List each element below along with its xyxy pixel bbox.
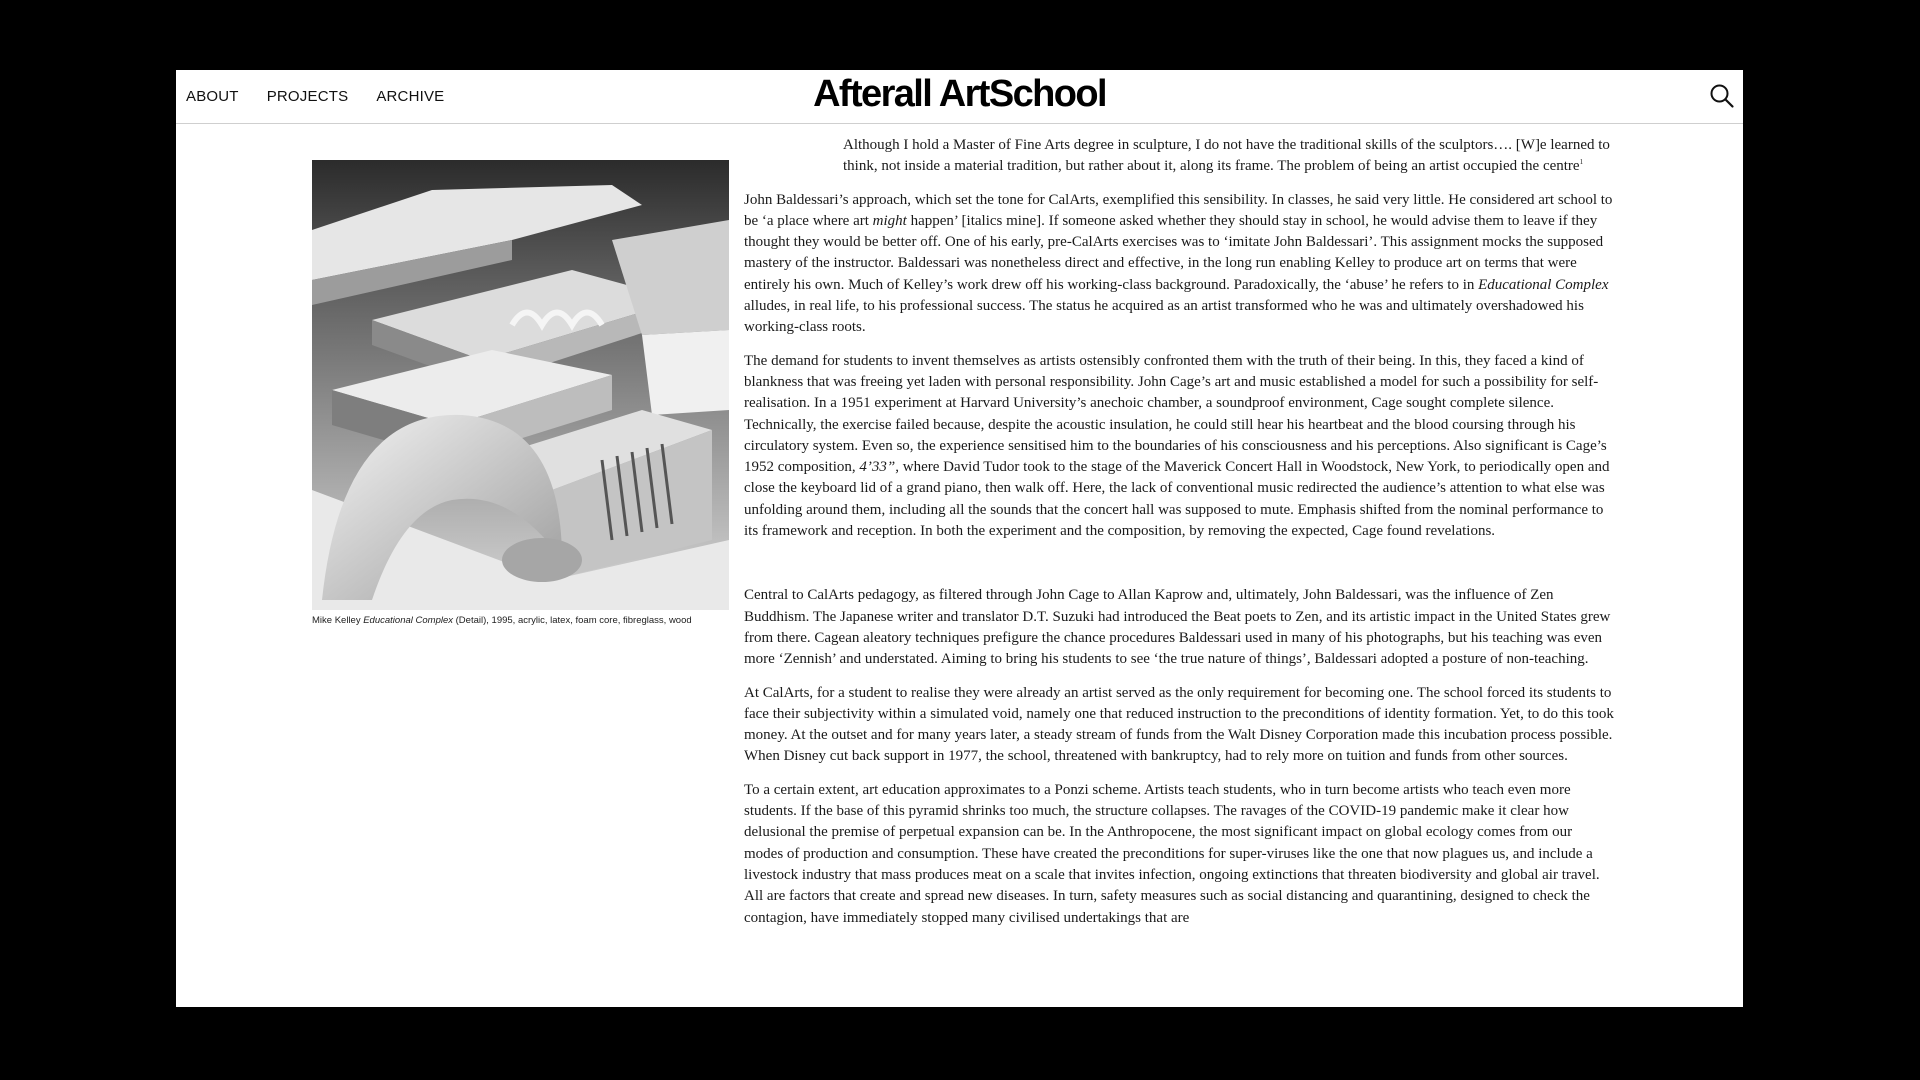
footnote-marker[interactable]: 1 (1579, 158, 1584, 167)
caption-title: Educational Complex (363, 615, 453, 626)
nav-archive-link[interactable]: ARCHIVE (376, 88, 445, 105)
article-body (744, 135, 1614, 941)
p2-text-a: The demand for students to invent themselves as artists ostensibly confronted them with the truth of their being. In this, they faced a kind of blankness that was freeing yet laden with personal responsibility. John Cage’s art and music established a model for such a possibility for self-realisation. In a 1951 experiment at Harvard University’s anechoic chamber, a soundproof environment, Cage sought complete silence. Technically, the exercise failed because, despite the acoustic insulation, he could still hear his heartbeat and the blood coursing through his circulatory system. Even so, the experience sensitised him to the boundaries of his consciousness and his perceptions. Also significant is Cage’s 1952 composition, (744, 352, 1607, 476)
p2-text-b: , where David Tudor took to the stage of the Maverick Concert Hall in Woodstock, New York, to periodically open and close the keyboard lid of a grand piano, then walk off. Here, the lack of conventional music redirected the audience’s attention to what else was unfolding around them, including all the sounds that the concert hall was supposed to mute. Emphasis shifted from the nominal performance to its framework and reception. In both the experiment and the composition, by removing the expected, Cage found revelations. (744, 459, 1610, 540)
artwork-caption (312, 615, 729, 626)
p1-italic-title: Educational Complex (1478, 276, 1609, 293)
search-icon (1709, 83, 1735, 109)
artwork-image (312, 160, 729, 610)
artwork-figure (312, 160, 729, 626)
site-header (176, 70, 1743, 124)
p1-text-a: John Baldessari’s approach, which set the tone for CalArts, exemplified this sensibility. In classes, he said very little. He considered art school to be ‘a place where art (744, 191, 1613, 229)
nav-projects-link[interactable]: PROJECTS (266, 88, 349, 105)
caption-artist: Mike Kelley (312, 615, 361, 626)
paragraph-5: To a certain extent, art education approximates to a Ponzi scheme. Artists teach students, who in turn become artists who teach even more students. If the base of this pyramid shrinks too much, the structure collapses. The ravages of the COVID-19 pandemic make it clear how delusional the premise of perpetual expansion can be. In the Anthropocene, the most significant impact on global ecology comes from our modes of production and consumption. These have created the preconditions for super-viruses like the one that now plagues us, and include a livestock industry that mass produces meat on a scale that invites infection, ongoing extinctions that threaten biodiversity and global air travel. All are factors that create and spread new diseases. In turn, safety measures such as social distancing and quarantining, designed to check the contagion, have immediately stopped many civilised undertakings that are (744, 781, 1600, 926)
nav-about-link[interactable]: ABOUT (186, 88, 239, 105)
p1-text-c: alludes, in real life, to his professional success. The status he acquired as an artist transformed who he was and ultimately overshadowed his working-class roots. (744, 298, 1584, 336)
block-quote (843, 135, 1615, 178)
quote-text: Although I hold a Master of Fine Arts degree in sculpture, I do not have the traditional skills of the sculptors…. [W]e learned to think, not inside a material tradition, but rather about it, along its frame. The problem of being an artist occupied the centre (843, 137, 1610, 175)
site-logo-link[interactable]: Afterall ArtSchool (813, 73, 1106, 115)
p1-italic-might: might (872, 212, 907, 229)
paragraph-1 (744, 190, 1614, 339)
site-logo (176, 73, 1743, 116)
browser-page (176, 70, 1743, 1007)
paragraph-4: At CalArts, for a student to realise they were already an artist served as the only requirement for becoming one. The school forced its students to face their subjectivity within a simulated void, namely one that reduced instruction to the preconditions of identity formation. Yet, to do this took money. At the outset and for many years later, a steady stream of funds from the Walt Disney Corporation made this incubation process possible. When Disney cut back support in 1977, the school, threatened with bankruptcy, had to rely more on tuition and funds from other sources. (744, 684, 1614, 765)
p1-text-b: happen’ [italics mine]. If someone asked whether they should stay in school, he would advise them to leave if they thought they would be better off. One of his early, pre-CalArts exercises was to ‘imitate John Baldessari’. This assignment mocks the supposed mastery of the instructor. Baldessari was nonetheless direct and effective, in the long run enabling Kelley to produce art on terms that were entirely his own. Much of Kelley’s work drew off his working-class background. Paradoxically, the ‘abuse’ he refers to in (744, 212, 1604, 293)
p2-italic-composition: 4’33” (859, 459, 896, 476)
caption-details: (Detail), 1995, acrylic, latex, foam core, fibreglass, wood (455, 615, 692, 626)
paragraph-2 (744, 351, 1614, 543)
paragraph-3: Central to CalArts pedagogy, as filtered through John Cage to Allan Kaprow and, ultimately, John Baldessari, was the influence of Zen Buddhism. The Japanese writer and translator D.T. Suzuki had introduced the Beat poets to Zen, and its artistic impact in the United States grew from there. Cagean aleatory techniques prefigure the chance procedures Baldessari used in many of his photographs, but his teaching was even more ‘Zennish’ and understated. Aiming to bring his students to see ‘the true nature of things’, Baldessari adopted a posture of non-teaching. (744, 587, 1611, 668)
search-button[interactable] (1709, 83, 1735, 109)
